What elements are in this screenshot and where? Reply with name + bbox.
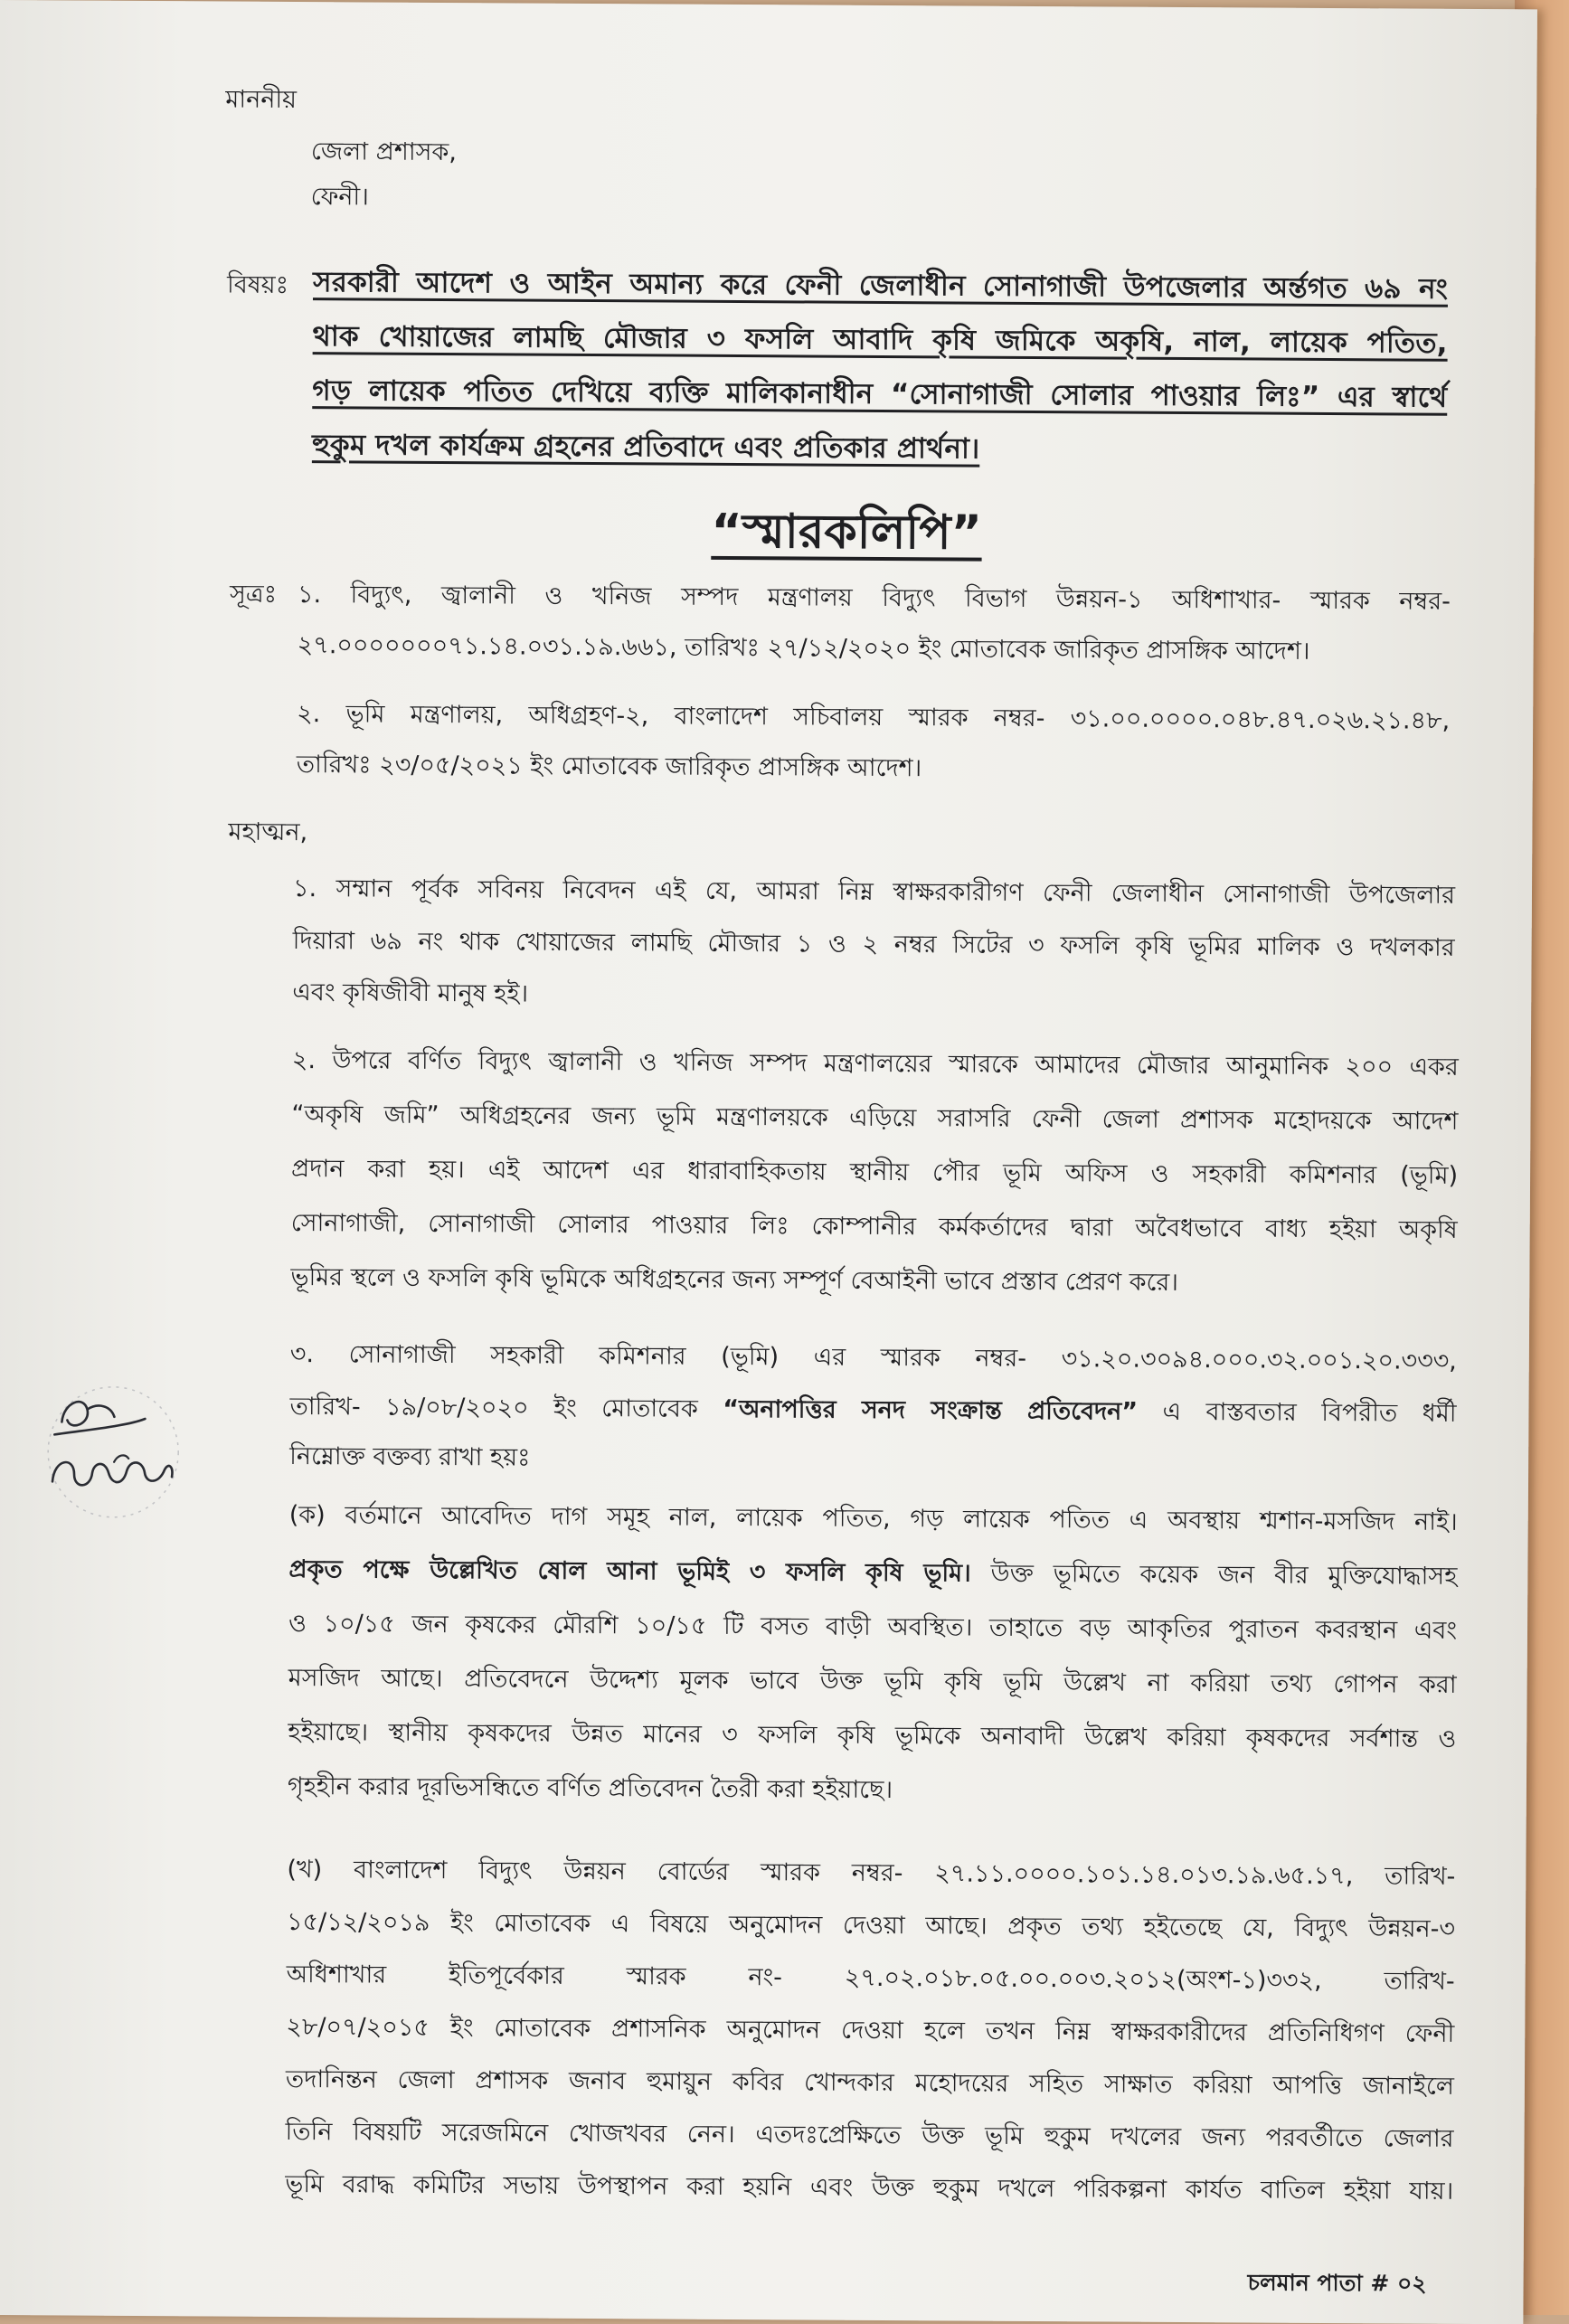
recipient-location: ফেনী। xyxy=(310,183,369,212)
paragraph-kha-line-1: (খ) বাংলাদেশ বিদ্যুৎ উন্নয়ন বোর্ডের স্মারক নম্বর- ২৭.১১.০০০০.১০১.১৪.০১৩.১৯.৬৫.১৭, তারিখ- xyxy=(287,1855,1456,1891)
paragraph-3-line-2-start: তারিখ- ১৯/০৮/২০২০ ইং মোতাবেক xyxy=(289,1392,723,1423)
subject-line-2: থাক খোয়াজের লামছি মৌজার ৩ ফসলি আবাদি কৃষি জমিকে অকৃষি, নাল, লায়েক পতিত, xyxy=(312,320,1448,360)
subject-line-4: হুকুম দখল কার্যক্রম গ্রহনের প্রতিবাদে এবং প্রতিকার প্রার্থনা। xyxy=(311,429,980,466)
paragraph-2-line-5: ভূমির স্থলে ও ফসলি কৃষি ভূমিকে অধিগ্রহনের জন্য সম্পূর্ণ বেআইনী ভাবে প্রস্তাব প্রেরণ করে। xyxy=(290,1262,1179,1297)
paragraph-ka-emphasis: প্রকৃত পক্ষে উল্লেখিত ষোল আনা ভূমিই ৩ ফসলি কৃষি ভূমি। xyxy=(288,1554,971,1588)
greeting: মহাত্মন, xyxy=(228,817,308,847)
paragraph-ka-line-3: ও ১০/১৫ জন কৃষকের মৌরশি ১০/১৫ টি বসত বাড়ী অবস্থিত। তাহাতে বড় আকৃতির পুরাতন কবরস্থান এবং xyxy=(288,1609,1458,1645)
paragraph-kha-line-4: ২৮/০৭/২০১৫ ইং মোতাবেক প্রশাসনিক অনুমোদন দেওয়া হলে তখন নিম্ন স্বাক্ষরকারীদের প্রতিনিধিগণ ফেনী xyxy=(286,2012,1455,2048)
subject-label: বিষয়ঃ xyxy=(226,270,289,299)
paragraph-1-line-1: ১. সম্মান পূর্বক সবিনয় নিবেদন এই যে, আমরা নিম্ন স্বাক্ষরকারীগণ ফেনী জেলাধীন সোনাগাজী উপজেলার xyxy=(292,874,1456,910)
paragraph-ka-line-5: হইয়াছে। স্থানীয় কৃষকদের উন্নত মানের ৩ ফসলি কৃষি ভূমিকে অনাবাদী উল্লেখ করিয়া কৃষকদের সর্বশান্ত ও xyxy=(288,1717,1457,1753)
salutation: মাননীয় xyxy=(225,85,298,115)
reference-2-line-1: ২. ভূমি মন্ত্রণালয়, অধিগ্রহণ-২, বাংলাদেশ সচিবালয় স্মারক নম্বর- ৩১.০০.০০০০.০৪৮.৪৭.০২৬.২১.৪৮, xyxy=(297,700,1451,735)
paragraph-ka-line-1: (ক) বর্তমানে আবেদিত দাগ সমূহ নাল, লায়েক পতিত, গড় লায়েক পতিত এ অবস্থায় শ্মশান-মসজিদ নাই। xyxy=(288,1500,1458,1536)
paragraph-ka-line-4: মসজিদ আছে। প্রতিবেদনে উদ্দেশ্য মূলক ভাবে উক্ত ভূমি কৃষি ভূমি উল্লেখ না করিয়া তথ্য গোপন করা xyxy=(288,1663,1457,1699)
paragraph-2-line-2: “অকৃষি জমি” অধিগ্রহনের জন্য ভূমি মন্ত্রণালয়কে এড়িয়ে সরাসরি ফেনী জেলা প্রশাসক মহোদয়কে আদেশ xyxy=(291,1100,1459,1136)
paragraph-2-line-4: সোনাগাজী, সোনাগাজী সোলার পাওয়ার লিঃ কোম্পানীর কর্মকর্তাদের দ্বারা অবৈধভাবে বাধ্য হইয়া অকৃষি xyxy=(290,1208,1458,1244)
paragraph-ka-line-2 xyxy=(288,1546,1457,1601)
paragraph-kha-line-7: ভূমি বরাদ্ধ কমিটির সভায় উপস্থাপন করা হয়নি এবং উক্ত হুকুম দখলে পরিকল্পনা কার্যত বাতিল হইয়া যায়। xyxy=(285,2169,1454,2206)
paragraph-kha-line-5: তদানিন্তন জেলা প্রশাসক জনাব হুমায়ুন কবির খোন্দকার মহোদয়ের সহিত সাক্ষাত করিয়া আপত্তি জানাইলে xyxy=(285,2064,1455,2101)
references-label: সূত্রঃ xyxy=(229,580,278,609)
paragraph-kha-line-3: অধিশাখার ইতিপূর্বেকার স্মারক নং- ২৭.০২.০১৮.০৫.০০.০০৩.২০১২(অংশ-১)৩৩২, তারিখ- xyxy=(286,1960,1455,1996)
paragraph-kha-line-6: তিনি বিষয়টি সরেজমিনে খোজখবর নেন। এতদঃপ্রেক্ষিতে উক্ত ভূমি হুকুম দখলের জন্য পরবর্তীতে জেলার xyxy=(285,2117,1454,2153)
recipient-designation: জেলা প্রশাসক, xyxy=(310,137,457,167)
continuation-page-note: চলমান পাতা # ০২ xyxy=(1247,2269,1427,2297)
memo-title: “স্মারকলিপি” xyxy=(711,504,982,561)
handwritten-initials xyxy=(27,1375,209,1520)
paragraph-3-line-1: ৩. সোনাগাজী সহকারী কমিশনার (ভূমি) এর স্মারক নম্বর- ৩১.২০.৩০৯৪.০০০.৩২.০০১.২০.৩৩৩, xyxy=(289,1339,1457,1375)
paragraph-ka-line-6: গৃহহীন করার দূরভিসন্ধিতে বর্ণিত প্রতিবেদন তৈরী করা হইয়াছে। xyxy=(287,1771,893,1805)
reference-2-line-2: তারিখঃ ২৩/০৫/২০২১ ইং মোতাবেক জারিকৃত প্রাসঙ্গিক আদেশ। xyxy=(296,751,922,783)
paragraph-1-line-3: এবং কৃষিজীবী মানুষ হই। xyxy=(292,978,529,1008)
reference-1-line-1: ১. বিদ্যুৎ, জ্বালানী ও খনিজ সম্পদ মন্ত্রণালয় বিদ্যুৎ বিভাগ উন্নয়ন-১ অধিশাখার- স্মারক নম্বর- xyxy=(297,581,1451,616)
noc-report-title: “অনাপত্তির সনদ সংক্রান্ত প্রতিবেদন” xyxy=(723,1394,1139,1426)
paragraph-3-line-2-end: এ বাস্তবতার বিপরীত ধর্মী xyxy=(1138,1397,1457,1428)
paragraph-3-line-3: নিম্নোক্ত বক্তব্য রাখা হয়ঃ xyxy=(289,1441,531,1472)
paragraph-1-line-2: দিয়ারা ৬৯ নং থাক খোয়াজের লামছি মৌজার ১ ও ২ নম্বর সিটের ৩ ফসলি কৃষি ভূমির মালিক ও দখলকার xyxy=(292,926,1455,962)
paragraph-2-line-1: ২. উপরে বর্ণিত বিদ্যুৎ জ্বালানী ও খনিজ সম্পদ মন্ত্রণালয়ের স্মারকে আমাদের মৌজার আনুমানিক ২০০ একর xyxy=(291,1045,1459,1082)
paragraph-2-line-3: প্রদান করা হয়। এই আদেশ এর ধারাবাহিকতায় স্থানীয় পৌর ভূমি অফিস ও সহকারী কমিশনার (ভূমি) xyxy=(291,1154,1459,1190)
paragraph-kha-line-2: ১৫/১২/২০১৯ ইং মোতাবেক এ বিষয়ে অনুমোদন দেওয়া আছে। প্রকৃত তথ্য হইতেছে যে, বিদ্যুৎ উন্নয়ন-৩ xyxy=(286,1907,1456,1943)
reference-1-line-2: ২৭.০০০০০০০৭১.১৪.০৩১.১৯.৬৬১, তারিখঃ ২৭/১২/২০২০ ইং মোতাবেক জারিকৃত প্রাসঙ্গিক আদেশ। xyxy=(297,631,1310,666)
subject-line-3: গড় লায়েক পতিত দেখিয়ে ব্যক্তি মালিকানাধীন “সোনাগাজী সোলার পাওয়ার লিঃ” এর স্বার্থে xyxy=(312,374,1448,414)
paragraph-3-line-2 xyxy=(289,1384,1456,1438)
subject-line-1: সরকারী আদেশ ও আইন অমান্য করে ফেনী জেলাধীন সোনাগাজী উপজেলার অর্ন্তগত ৬৯ নং xyxy=(312,266,1449,306)
paragraph-ka-line-2-end: উক্ত ভূমিতে কয়েক জন বীর মুক্তিযোদ্ধাসহ xyxy=(970,1559,1458,1591)
